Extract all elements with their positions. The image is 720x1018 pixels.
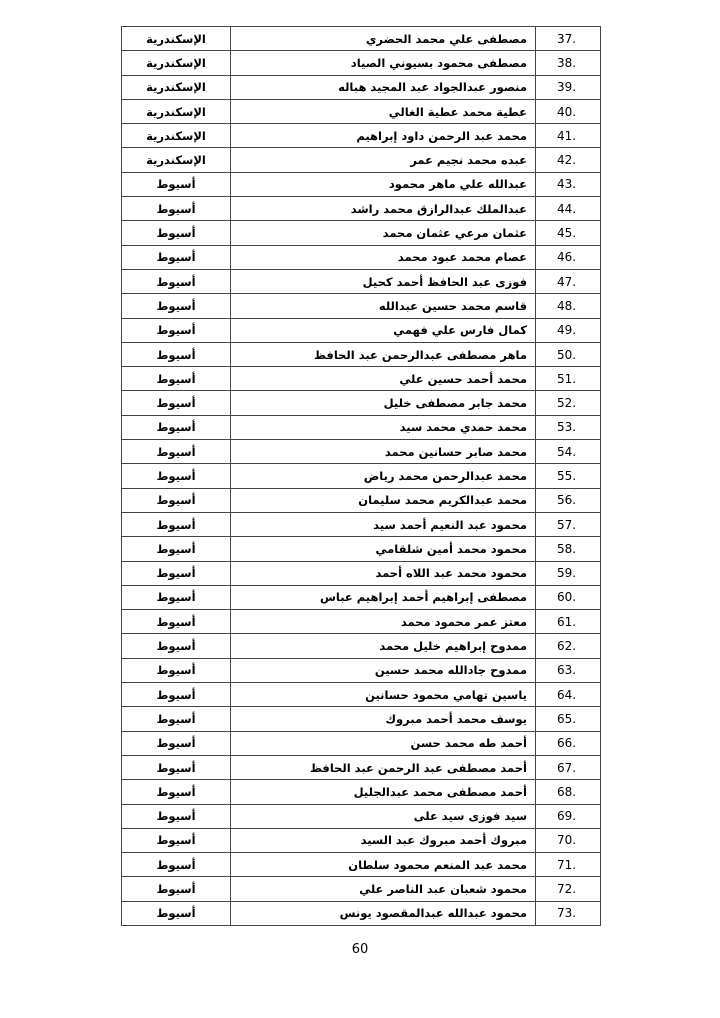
names-table [121,26,601,926]
governorate-cell: أسيوط [122,391,231,415]
table-row [122,367,601,391]
governorate-cell: أسيوط [122,683,231,707]
governorate-cell: أسيوط [122,269,231,293]
table-row [122,440,601,464]
name-cell: سيد فوزى سيد على [231,804,536,828]
row-number-cell: 49. [536,318,601,342]
name-cell: فوزى عبد الحافظ أحمد كحيل [231,269,536,293]
row-number-cell: 69. [536,804,601,828]
name-cell: عطية محمد عطية الغالي [231,99,536,123]
name-cell: مبروك أحمد مبروك عبد السيد [231,828,536,852]
table-row [122,245,601,269]
name-cell: كمال فارس علي فهمي [231,318,536,342]
governorate-cell: الإسكندرية [122,27,231,51]
governorate-cell: أسيوط [122,342,231,366]
governorate-cell: الإسكندرية [122,99,231,123]
table-row [122,488,601,512]
governorate-cell: أسيوط [122,731,231,755]
row-number-cell: 46. [536,245,601,269]
governorate-cell: أسيوط [122,585,231,609]
table-row [122,634,601,658]
name-cell: محمد عبدالرحمن محمد رياض [231,464,536,488]
row-number-cell: 55. [536,464,601,488]
row-number-cell: 68. [536,780,601,804]
row-number-cell: 48. [536,294,601,318]
table-row [122,221,601,245]
name-cell: أحمد طه محمد حسن [231,731,536,755]
governorate-cell: أسيوط [122,464,231,488]
table-row [122,197,601,221]
table-row [122,804,601,828]
name-cell: محمود عبد النعيم أحمد سيد [231,512,536,536]
row-number-cell: 67. [536,755,601,779]
names-table-body [122,27,601,926]
name-cell: محمد عبدالكريم محمد سليمان [231,488,536,512]
table-row [122,537,601,561]
name-cell: قاسم محمد حسين عبدالله [231,294,536,318]
governorate-cell: أسيوط [122,853,231,877]
page-number: 60 [351,942,369,957]
name-cell: محمد جابر مصطفى خليل [231,391,536,415]
governorate-cell: أسيوط [122,367,231,391]
name-cell: محمود محمد أمين شلقامي [231,537,536,561]
table-row [122,853,601,877]
name-cell: عبدالملك عبدالرازق محمد راشد [231,197,536,221]
governorate-cell: أسيوط [122,172,231,196]
table-row [122,172,601,196]
name-cell: منصور عبدالجواد عبد المجيد هباله [231,75,536,99]
name-cell: مصطفى إبراهيم أحمد إبراهيم عباس [231,585,536,609]
governorate-cell: الإسكندرية [122,124,231,148]
governorate-cell: أسيوط [122,318,231,342]
table-row [122,391,601,415]
name-cell: معتز عمر محمود محمد [231,610,536,634]
name-cell: أحمد مصطفى عبد الرحمن عبد الحافظ [231,755,536,779]
table-row [122,683,601,707]
row-number-cell: 71. [536,853,601,877]
name-cell: محمود شعبان عبد الناصر علي [231,877,536,901]
row-number-cell: 43. [536,172,601,196]
row-number-cell: 66. [536,731,601,755]
governorate-cell: أسيوط [122,828,231,852]
table-row [122,318,601,342]
table-row [122,901,601,925]
governorate-cell: أسيوط [122,780,231,804]
row-number-cell: 73. [536,901,601,925]
table-row [122,658,601,682]
row-number-cell: 53. [536,415,601,439]
row-number-cell: 50. [536,342,601,366]
name-cell: محمود عبدالله عبدالمقصود يونس [231,901,536,925]
governorate-cell: أسيوط [122,658,231,682]
governorate-cell: أسيوط [122,512,231,536]
governorate-cell: أسيوط [122,707,231,731]
row-number-cell: 62. [536,634,601,658]
name-cell: يوسف محمد أحمد مبروك [231,707,536,731]
table-row [122,780,601,804]
name-cell: محمد عبد الرحمن داود إبراهيم [231,124,536,148]
name-cell: محمد حمدي محمد سيد [231,415,536,439]
row-number-cell: 58. [536,537,601,561]
name-cell: مصطفى محمود بسيوني الصياد [231,51,536,75]
row-number-cell: 37. [536,27,601,51]
table-row [122,731,601,755]
name-cell: أحمد مصطفى محمد عبدالجليل [231,780,536,804]
name-cell: مصطفى علي محمد الحضري [231,27,536,51]
name-cell: عبدالله علي ماهر محمود [231,172,536,196]
row-number-cell: 44. [536,197,601,221]
governorate-cell: أسيوط [122,804,231,828]
governorate-cell: أسيوط [122,221,231,245]
table-row [122,342,601,366]
governorate-cell: الإسكندرية [122,51,231,75]
table-row [122,707,601,731]
governorate-cell: الإسكندرية [122,148,231,172]
row-number-cell: 61. [536,610,601,634]
name-cell: ياسين تهامي محمود حسانين [231,683,536,707]
row-number-cell: 63. [536,658,601,682]
table-row [122,561,601,585]
governorate-cell: أسيوط [122,634,231,658]
name-cell: محمد أحمد حسين علي [231,367,536,391]
table-row [122,124,601,148]
name-cell: عثمان مرعي عثمان محمد [231,221,536,245]
row-number-cell: 41. [536,124,601,148]
row-number-cell: 72. [536,877,601,901]
table-row [122,512,601,536]
row-number-cell: 60. [536,585,601,609]
table-row [122,585,601,609]
governorate-cell: أسيوط [122,901,231,925]
governorate-cell: أسيوط [122,488,231,512]
table-row [122,99,601,123]
row-number-cell: 56. [536,488,601,512]
name-cell: عبده محمد نجيم عمر [231,148,536,172]
name-cell: محمود محمد عبد اللاه أحمد [231,561,536,585]
table-row [122,877,601,901]
governorate-cell: أسيوط [122,537,231,561]
governorate-cell: أسيوط [122,415,231,439]
row-number-cell: 64. [536,683,601,707]
governorate-cell: أسيوط [122,610,231,634]
row-number-cell: 57. [536,512,601,536]
row-number-cell: 70. [536,828,601,852]
governorate-cell: أسيوط [122,294,231,318]
row-number-cell: 54. [536,440,601,464]
table-row [122,75,601,99]
row-number-cell: 39. [536,75,601,99]
table-row [122,51,601,75]
name-cell: ممدوح جادالله محمد حسين [231,658,536,682]
row-number-cell: 51. [536,367,601,391]
governorate-cell: أسيوط [122,755,231,779]
name-cell: ممدوح إبراهيم خليل محمد [231,634,536,658]
table-row [122,269,601,293]
governorate-cell: أسيوط [122,440,231,464]
name-cell: محمد صابر حسانين محمد [231,440,536,464]
table-row [122,610,601,634]
row-number-cell: 59. [536,561,601,585]
table-row [122,294,601,318]
governorate-cell: أسيوط [122,877,231,901]
row-number-cell: 52. [536,391,601,415]
table-row [122,755,601,779]
table-row [122,828,601,852]
row-number-cell: 38. [536,51,601,75]
row-number-cell: 65. [536,707,601,731]
row-number-cell: 42. [536,148,601,172]
name-cell: محمد عبد المنعم محمود سلطان [231,853,536,877]
name-cell: عصام محمد عبود محمد [231,245,536,269]
governorate-cell: أسيوط [122,245,231,269]
row-number-cell: 40. [536,99,601,123]
name-cell: ماهر مصطفى عبدالرحمن عبد الحافظ [231,342,536,366]
table-row [122,415,601,439]
row-number-cell: 45. [536,221,601,245]
table-row [122,148,601,172]
table-row [122,464,601,488]
governorate-cell: أسيوط [122,197,231,221]
row-number-cell: 47. [536,269,601,293]
governorate-cell: الإسكندرية [122,75,231,99]
table-row [122,27,601,51]
governorate-cell: أسيوط [122,561,231,585]
